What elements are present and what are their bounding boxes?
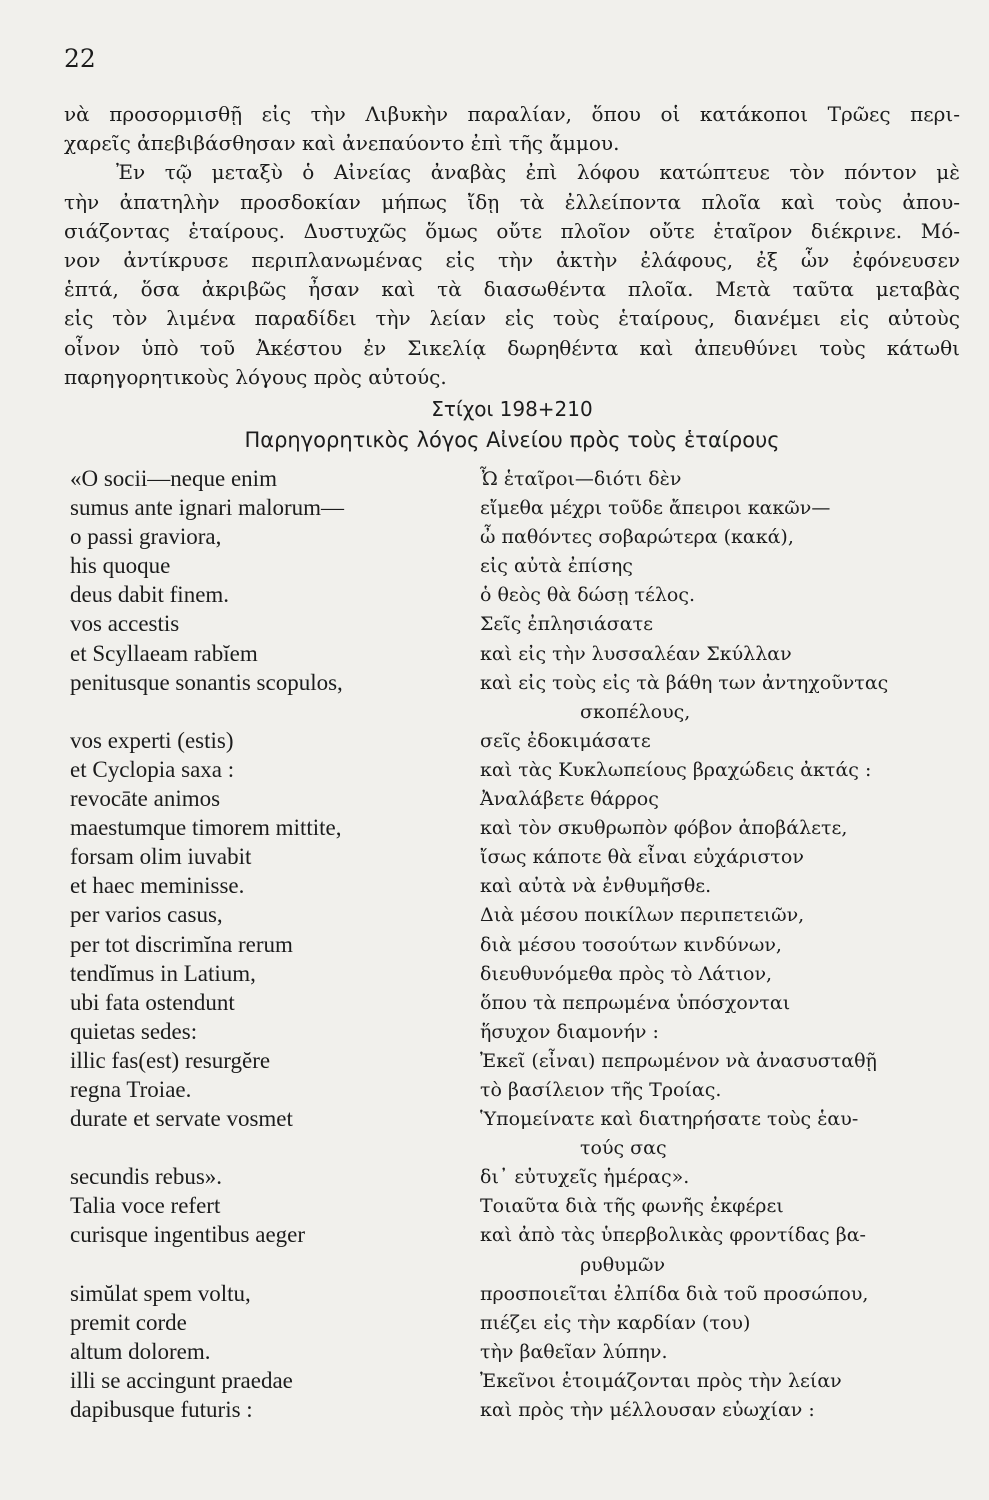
greek-translation: δι᾿ εὐτυχεῖς ἡμέρας». xyxy=(480,1166,690,1189)
greek-translation: ρυθυμῶν xyxy=(580,1253,666,1276)
verse-row xyxy=(70,611,970,640)
latin-verse: o passi graviora, xyxy=(70,524,222,550)
latin-verse: et Scyllaeam rabĭem xyxy=(70,640,258,666)
verse-row xyxy=(70,1077,970,1106)
latin-verse: per tot discrimĭna rerum xyxy=(70,931,293,957)
greek-translation: προσποιεῖται ἐλπίδα διὰ τοῦ προσώπου, xyxy=(480,1282,869,1305)
latin-verse: forsam olim iuvabit xyxy=(70,844,252,870)
page-number: 22 xyxy=(64,44,96,73)
prose-line: τὴν ἀπατηλὴν προσδοκίαν μήπως ἴδῃ τὰ ἐλλείποντα πλοῖα καὶ τοὺς ἀπου- xyxy=(64,189,960,214)
greek-translation: καὶ τὰς Κυκλωπείους βραχώδεις ἀκτάς : xyxy=(480,758,872,781)
greek-translation: τὴν βαθεῖαν λύπην. xyxy=(480,1340,668,1363)
greek-translation: Ὑπομείνατε καὶ διατηρήσατε τοὺς ἑαυ- xyxy=(480,1108,859,1131)
greek-translation: Ἐκεῖνοι ἑτοιμάζονται πρὸς τὴν λείαν xyxy=(480,1369,842,1392)
verse-row xyxy=(70,1164,970,1193)
latin-verse: deus dabit finem. xyxy=(70,582,230,608)
verse-row xyxy=(70,728,970,757)
verse-row xyxy=(70,524,970,553)
greek-translation: καὶ εἰς τὴν λυσσαλέαν Σκύλλαν xyxy=(480,642,792,665)
verse-row xyxy=(70,1019,970,1048)
latin-verse: «O socii—neque enim xyxy=(70,466,277,491)
latin-verse: illic fas(est) resurgĕre xyxy=(70,1047,271,1073)
latin-verse: vos experti (estis) xyxy=(70,727,234,753)
greek-translation: ὅπου τὰ πεπρωμένα ὑπόσχονται xyxy=(480,991,791,1014)
greek-translation: Τοιαῦτα διὰ τῆς φωνῆς ἐκφέρει xyxy=(480,1195,784,1218)
latin-verse: durate et servate vosmet xyxy=(70,1106,293,1132)
greek-translation: σεῖς ἐδοκιμάσατε xyxy=(480,729,651,752)
latin-verse: revocāte animos xyxy=(70,786,221,812)
verse-row xyxy=(70,757,970,786)
verse-row xyxy=(70,844,970,873)
latin-verse: penitusque sonantis scopulos, xyxy=(70,669,343,695)
latin-verse: dapibusque futuris : xyxy=(70,1397,253,1422)
greek-translation: διὰ μέσου τοσούτων κινδύνων, xyxy=(480,933,782,956)
prose-line: νὰ προσορμισθῇ εἰς τὴν Λιβυκὴν παραλίαν, ὅπου οἱ κατάκοποι Τρῶες περι- xyxy=(64,102,960,126)
latin-verse: maestumque timorem mittite, xyxy=(70,815,342,841)
verse-row xyxy=(70,582,970,611)
greek-translation: τὸ βασίλειον τῆς Τροίας. xyxy=(480,1078,722,1101)
latin-verse: quietas sedes: xyxy=(70,1018,198,1044)
parallel-text xyxy=(70,466,970,1426)
verse-row xyxy=(70,1339,970,1368)
greek-translation: ἴσως κάποτε θὰ εἶναι εὐχάριστον xyxy=(480,846,804,869)
latin-verse: et Cyclopia saxa : xyxy=(70,756,235,782)
verse-row xyxy=(70,1222,970,1251)
verse-row xyxy=(70,961,970,990)
verse-row xyxy=(70,990,970,1019)
verse-row xyxy=(70,1106,970,1135)
greek-translation: πιέζει εἰς τὴν καρδίαν (του) xyxy=(480,1311,751,1334)
prose-line: εἰς τὸν λιμένα παραδίδει τὴν λείαν εἰς τοὺς ἑταίρους, διανέμει εἰς αὐτοὺς xyxy=(64,306,960,331)
verse-row xyxy=(70,932,970,961)
greek-translation: Ἐκεῖ (εἶναι) πεπρωμένον νὰ ἀνασυσταθῇ xyxy=(480,1049,877,1072)
greek-translation: ὦ παθόντες σοβαρώτερα (κακά), xyxy=(480,526,794,549)
latin-verse: secundis rebus». xyxy=(70,1164,223,1190)
latin-verse: tendĭmus in Latium, xyxy=(70,960,256,986)
latin-verse: Talia voce refert xyxy=(70,1193,221,1219)
verse-row xyxy=(70,1193,970,1222)
verse-row xyxy=(70,699,970,728)
latin-verse: regna Troiae. xyxy=(70,1076,192,1102)
latin-verse: et haec meminisse. xyxy=(70,873,245,899)
prose-line: σιάζοντας ἑταίρους. Δυστυχῶς ὅμως οὔτε πλοῖον οὔτε ἑταῖρον διέκρινε. Μό- xyxy=(64,218,960,243)
verse-row xyxy=(70,495,970,524)
verse-row xyxy=(70,553,970,582)
verse-row xyxy=(70,1310,970,1339)
prose-line: Ἐν τῷ μεταξὺ ὁ Αἰνείας ἀναβὰς ἐπὶ λόφου κατώπτευε τὸν πόντον μὲ xyxy=(116,160,960,185)
greek-translation: τούς σας xyxy=(580,1137,667,1160)
prose-line: παρηγορητικοὺς λόγους πρὸς αὐτούς. xyxy=(64,364,447,389)
greek-translation: καὶ εἰς τοὺς εἰς τὰ βάθη των ἀντηχοῦντας xyxy=(480,671,889,694)
verse-row xyxy=(70,1368,970,1397)
greek-translation: καὶ τὸν σκυθρωπὸν φόβον ἀποβάλετε, xyxy=(480,817,848,840)
greek-translation: διευθυνόμεθα πρὸς τὸ Λάτιον, xyxy=(480,962,773,985)
latin-verse: premit corde xyxy=(70,1309,187,1335)
latin-verse: sumus ante ignari malorum— xyxy=(70,495,345,521)
latin-verse: curisque ingentibus aeger xyxy=(70,1222,306,1248)
greek-translation: καὶ πρὸς τὴν μέλλουσαν εὐωχίαν : xyxy=(480,1399,815,1421)
greek-translation: ἥσυχον διαμονήν : xyxy=(480,1020,659,1043)
latin-verse: his quoque xyxy=(70,553,171,579)
prose-paragraphs xyxy=(64,100,960,392)
section-heading: Στίχοι 198+210 xyxy=(431,397,593,421)
verse-row xyxy=(70,1281,970,1310)
verse-row xyxy=(70,1252,970,1281)
verse-row xyxy=(70,466,970,495)
greek-translation: Σεῖς ἐπλησιάσατε xyxy=(480,613,653,636)
latin-verse: per varios casus, xyxy=(70,902,223,928)
verse-row xyxy=(70,1135,970,1164)
latin-verse: vos accestis xyxy=(70,611,180,637)
latin-verse: ubi fata ostendunt xyxy=(70,989,235,1015)
latin-verse: altum dolorem. xyxy=(70,1338,211,1364)
latin-verse: simŭlat spem voltu, xyxy=(70,1280,251,1306)
greek-translation: εἰς αὐτὰ ἐπίσης xyxy=(480,555,633,578)
greek-translation: καὶ αὐτὰ νὰ ἐνθυμῆσθε. xyxy=(480,875,712,898)
greek-translation: καὶ ἀπὸ τὰς ὑπερβολικὰς φροντίδας βα- xyxy=(480,1224,866,1247)
verse-row xyxy=(70,786,970,815)
verse-row xyxy=(70,1397,970,1426)
greek-translation: σκοπέλους, xyxy=(580,700,691,723)
latin-verse: illi se accingunt praedae xyxy=(70,1367,293,1393)
greek-translation: εἴμεθα μέχρι τοῦδε ἄπειροι κακῶν— xyxy=(480,497,831,520)
verse-row xyxy=(70,815,970,844)
prose-line: νον ἀντίκρυσε περιπλανωμένας εἰς τὴν ἀκτὴν ἐλάφους, ἐξ ὧν ἐφόνευσεν xyxy=(64,248,960,273)
verse-row xyxy=(70,670,970,699)
prose-line: οἶνον ὑπὸ τοῦ Ἀκέστου ἐν Σικελίᾳ δωρηθέντα καὶ ἀπευθύνει τοὺς κάτωθι xyxy=(64,335,960,360)
prose-line: χαρεῖς ἀπεβιβάσθησαν καὶ ἀνεπαύοντο ἐπὶ τῆς ἄμμου. xyxy=(64,131,620,156)
greek-translation: ὁ θεὸς θὰ δώσῃ τέλος. xyxy=(480,584,696,607)
greek-translation: Ἀναλάβετε θάρρος xyxy=(480,788,659,811)
speech-heading: Παρηγορητικὸς λόγος Αἰνείου πρὸς τοὺς ἑταίρους xyxy=(244,428,780,452)
verse-row xyxy=(70,902,970,931)
greek-translation: Ὦ ἑταῖροι—διότι δὲν xyxy=(480,468,682,490)
verse-row xyxy=(70,641,970,670)
verse-row xyxy=(70,1048,970,1077)
greek-translation: Διὰ μέσου ποικίλων περιπετειῶν, xyxy=(480,904,805,927)
prose-line: ἑπτά, ὅσα ἀκριβῶς ἦσαν καὶ τὰ διασωθέντα πλοῖα. Μετὰ ταῦτα μεταβὰς xyxy=(64,277,960,302)
verse-row xyxy=(70,873,970,902)
